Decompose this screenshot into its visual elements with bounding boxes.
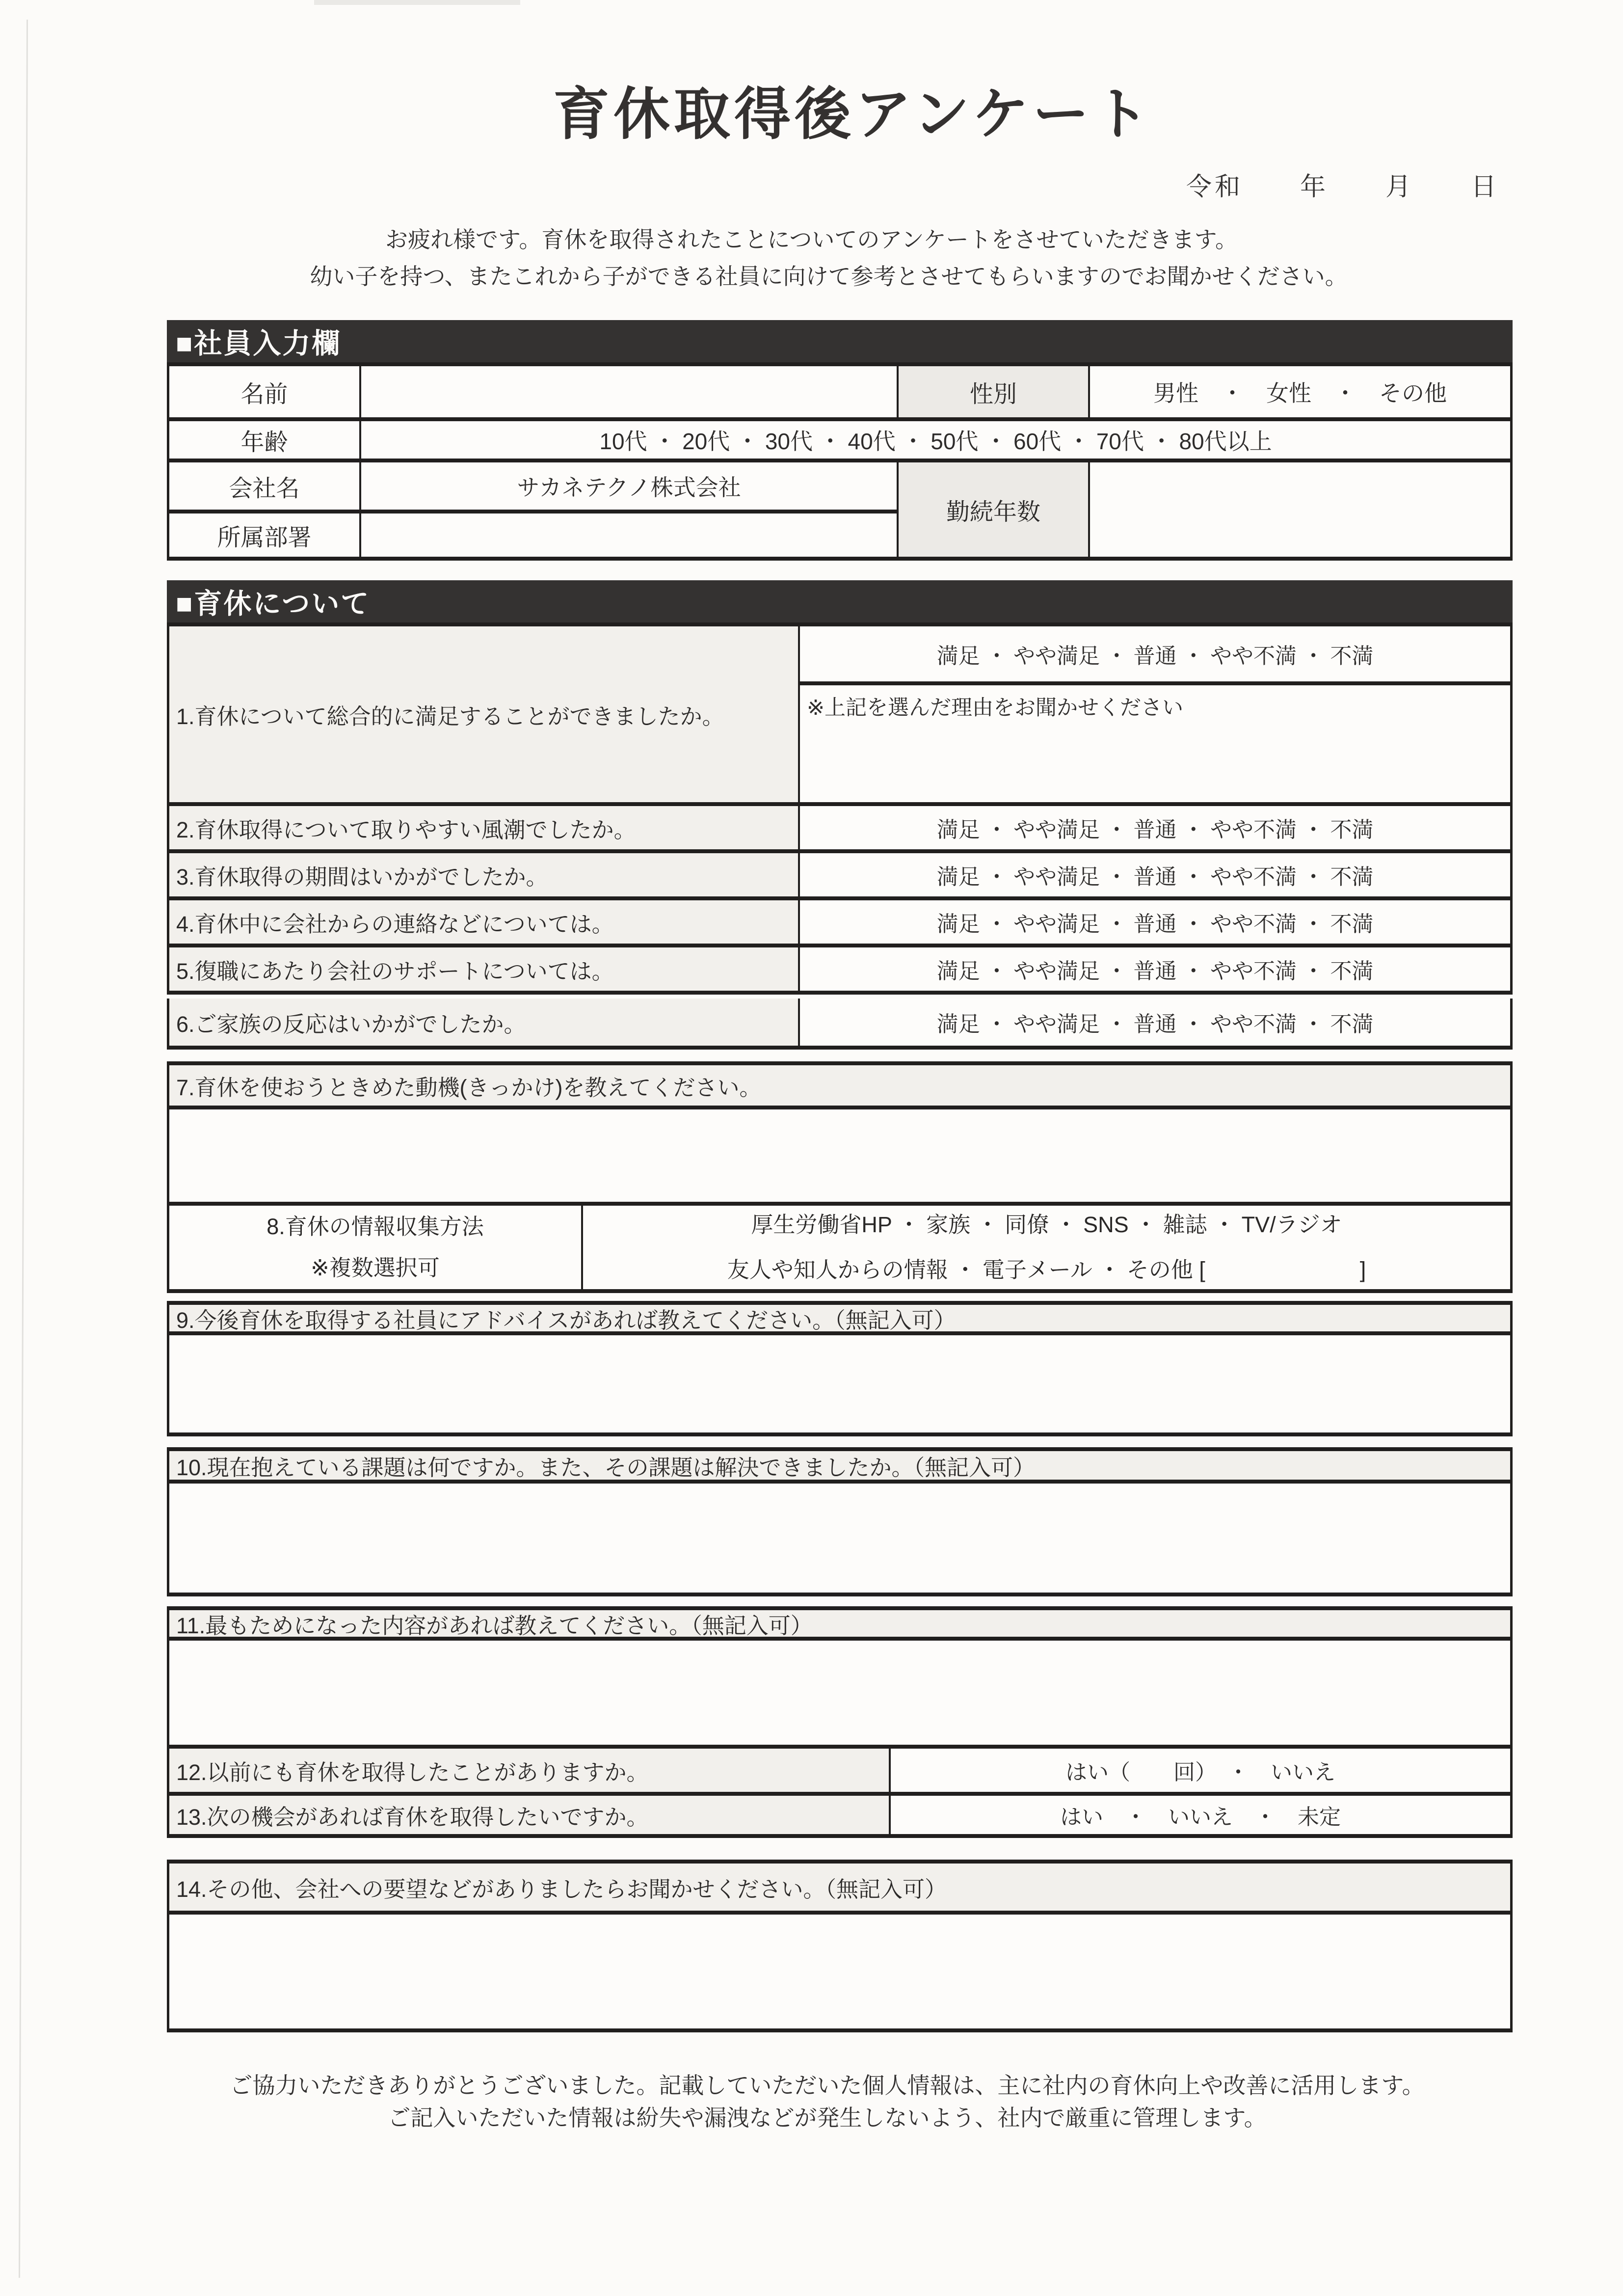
q4-scale-options: 満足 ・ やや満足 ・ 普通 ・ やや不満 ・ 不満: [800, 900, 1510, 947]
leave-table-q1-q6: [167, 622, 1513, 995]
q6-label: 6.ご家族の反応はいかがでしたか。: [169, 999, 800, 1046]
company-value: サカネテクノ株式会社: [361, 462, 899, 513]
q9-answer-area: [169, 1335, 1510, 1432]
q13-label: 13.次の機会があれば育休を取得したいですか。: [169, 1796, 891, 1834]
q7-label: 7.育休を使おうときめた動機(きっかけ)を教えてください。: [169, 1065, 1510, 1106]
scan-artifact-smudge: [314, 0, 520, 5]
q7-answer-area: [169, 1109, 1510, 1202]
q10-table: [167, 1447, 1513, 1596]
q8-label-line1: 8.育休の情報収集方法: [266, 1214, 484, 1239]
q11-label: 11.最もためになった内容があれば教えてください。（無記入可）: [169, 1610, 1510, 1637]
leave-table-q6: [167, 999, 1513, 1050]
department-label: 所属部署: [169, 513, 361, 557]
q1-label: 1.育休について総合的に満足することができましたか。: [169, 626, 800, 806]
q2-label: 2.育休取得について取りやすい風潮でしたか。: [169, 806, 800, 853]
q2-scale-options: 満足 ・ やや満足 ・ 普通 ・ やや不満 ・ 不満: [800, 806, 1510, 853]
employee-table: [167, 362, 1513, 561]
age-options: 10代 ・ 20代 ・ 30代 ・ 40代 ・ 50代 ・ 60代 ・ 70代 ・ 80代以上: [361, 421, 1510, 462]
name-label: 名前: [169, 366, 361, 421]
section-header-employee: ■社員入力欄: [167, 320, 1513, 362]
intro-line-2: 幼い子を持つ、またこれから子ができる社員に向けて参考とさせてもらいますのでお聞かせください。: [310, 264, 1348, 289]
q12-answer-options: はい（ 回） ・ いいえ: [1065, 1760, 1335, 1784]
q9-table: [167, 1301, 1513, 1436]
q10-label: 10.現在抱えている課題は何ですか。また、その課題は解決できましたか。（無記入可）: [169, 1451, 1510, 1480]
q9-label: 9.今後育休を取得する社員にアドバイスがあれば教えてください。（無記入可）: [169, 1305, 1510, 1331]
q14-table: [167, 1860, 1513, 2032]
q5-label: 5.復職にあたり会社のサポートについては。: [169, 947, 800, 991]
tenure-label: 勤続年数: [899, 462, 1090, 557]
q8-options-line2: 友人や知人からの情報 ・ 電子メール ・ その他 [ ]: [727, 1257, 1366, 1282]
footer-line-2: ご記入いただいた情報は紛失や漏洩などが発生しないよう、社内で厳重に管理します。: [388, 2105, 1267, 2131]
q8-options-line1: 厚生労働省HP ・ 家族 ・ 同僚 ・ SNS ・ 雑誌 ・ TV/ラジオ: [751, 1212, 1342, 1237]
intro-line-1: お疲れ様です。育休を取得されたことについてのアンケートをさせていただきます。: [385, 227, 1238, 252]
footer-line-1: ご協力いただきありがとうございました。記載していただいた個人情報は、主に社内の育休向上や改善に活用します。: [230, 2073, 1425, 2098]
q8-label-line2: ※複数選択可: [311, 1255, 440, 1280]
section-header-leave: ■育休について: [167, 580, 1513, 622]
q11-answer-area: [169, 1641, 1510, 1745]
name-blank-field: [361, 366, 899, 421]
q7-q8-table: [167, 1061, 1513, 1293]
age-label: 年齢: [169, 421, 361, 462]
q8-label-cell: [169, 1206, 583, 1289]
q10-answer-area: [169, 1484, 1510, 1593]
date-line: 令和 年 月 日: [1186, 173, 1499, 201]
q3-label: 3.育休取得の期間はいかがでしたか。: [169, 853, 800, 900]
company-label: 会社名: [169, 462, 361, 513]
q14-label: 14.その他、会社への要望などがありましたらお聞かせください。（無記入可）: [169, 1864, 1510, 1911]
q8-options-cell: [583, 1206, 1510, 1289]
gender-label: 性別: [899, 366, 1090, 421]
q13-answer-options: はい ・ いいえ ・ 未定: [1060, 1805, 1341, 1829]
gender-options: 男性 ・ 女性 ・ その他: [1090, 366, 1510, 421]
q14-answer-area: [169, 1915, 1510, 2028]
q11-q13-table: [167, 1606, 1513, 1838]
scan-artifact-line: [19, 20, 28, 2278]
q1-scale-options: 満足 ・ やや満足 ・ 普通 ・ やや不満 ・ 不満: [800, 626, 1510, 685]
q1-reason-note: ※上記を選んだ理由をお聞かせください: [807, 696, 1184, 720]
q3-scale-options: 満足 ・ やや満足 ・ 普通 ・ やや不満 ・ 不満: [800, 853, 1510, 900]
q4-label: 4.育休中に会社からの連絡などについては。: [169, 900, 800, 947]
q1-reason-cell: [800, 685, 1510, 806]
q5-scale-options: 満足 ・ やや満足 ・ 普通 ・ やや不満 ・ 不満: [936, 959, 1374, 983]
tenure-blank-field: [1090, 462, 1510, 557]
q6-scale-options: 満足 ・ やや満足 ・ 普通 ・ やや不満 ・ 不満: [936, 1012, 1374, 1036]
q12-label: 12.以前にも育休を取得したことがありますか。: [169, 1749, 891, 1792]
department-blank-field: [361, 513, 899, 557]
page-title: 育休取得後アンケート: [553, 83, 1154, 146]
